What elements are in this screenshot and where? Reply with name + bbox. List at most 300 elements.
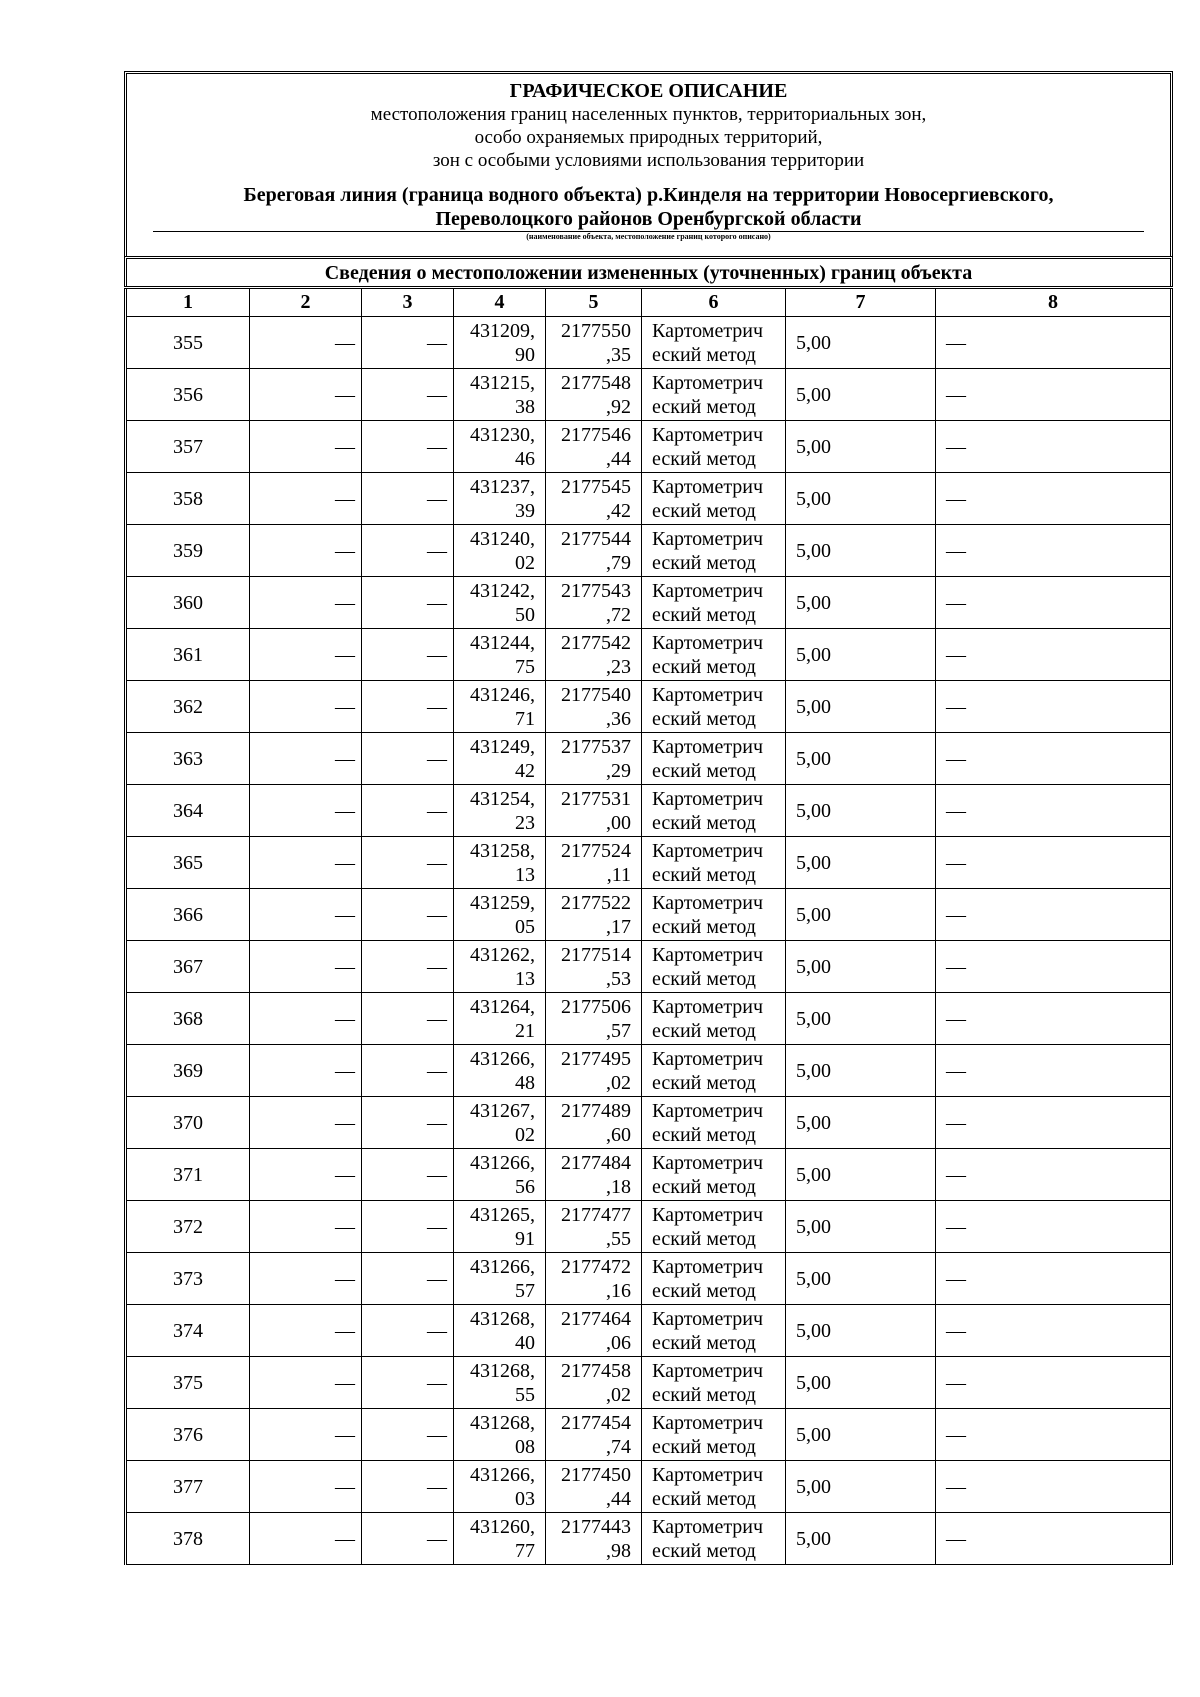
coord-y-cell — [546, 369, 642, 421]
col2-dash-cell-line: — — [335, 1163, 355, 1186]
method-cell-line: еский метод — [652, 1071, 756, 1094]
col8-dash-cell-line: — — [946, 539, 966, 562]
coordinates-table — [124, 286, 1173, 1565]
point-number-cell-line: 371 — [173, 1163, 203, 1186]
col8-dash-cell-line: — — [946, 955, 966, 978]
col3-dash-cell-line: — — [427, 1371, 447, 1394]
method-cell-line: еский метод — [652, 1435, 756, 1458]
method-cell — [642, 1253, 786, 1305]
col8-dash-cell-line: — — [946, 1423, 966, 1446]
point-number-cell-line: 367 — [173, 955, 203, 978]
table-row — [126, 1045, 1172, 1097]
col2-dash-cell-line: — — [335, 643, 355, 666]
col2-dash-cell — [250, 369, 362, 421]
col2-dash-cell-line: — — [335, 331, 355, 354]
point-number-cell-line: 361 — [173, 643, 203, 666]
col3-dash-cell-line: — — [427, 383, 447, 406]
table-row — [126, 681, 1172, 733]
accuracy-cell-line: 5,00 — [796, 1215, 831, 1238]
table-row — [126, 369, 1172, 421]
point-number-cell — [126, 785, 250, 837]
coord-y-cell — [546, 941, 642, 993]
coord-x-cell-line: 71 — [515, 707, 535, 730]
coord-y-cell-line: 2177495 — [561, 1047, 631, 1070]
point-number-cell — [126, 629, 250, 681]
point-number-cell-line: 355 — [173, 331, 203, 354]
column-header: 3 — [362, 288, 454, 317]
coord-x-cell-line: 431244, — [470, 631, 535, 654]
accuracy-cell-line: 5,00 — [796, 1371, 831, 1394]
table-row — [126, 1097, 1172, 1149]
coord-x-cell-line: 91 — [515, 1227, 535, 1250]
accuracy-cell — [786, 1357, 936, 1409]
col3-dash-cell-line: — — [427, 591, 447, 614]
col2-dash-cell — [250, 525, 362, 577]
table-row — [126, 1513, 1172, 1565]
coord-x-cell-line: 08 — [515, 1435, 535, 1458]
section-title: Сведения о местоположении измененных (уточненных) границ объекта — [124, 256, 1173, 286]
coord-x-cell-line: 431246, — [470, 683, 535, 706]
accuracy-cell — [786, 837, 936, 889]
point-number-cell-line: 359 — [173, 539, 203, 562]
col8-dash-cell-line: — — [946, 1267, 966, 1290]
method-cell-line: еский метод — [652, 863, 756, 886]
accuracy-cell — [786, 421, 936, 473]
column-header: 7 — [786, 288, 936, 317]
point-number-cell-line: 357 — [173, 435, 203, 458]
col8-dash-cell — [936, 681, 1172, 733]
coord-x-cell-line: 40 — [515, 1331, 535, 1354]
coord-y-cell-line: 2177544 — [561, 527, 631, 550]
accuracy-cell — [786, 1045, 936, 1097]
col8-dash-cell-line: — — [946, 1527, 966, 1550]
coord-y-cell-line: 2177458 — [561, 1359, 631, 1382]
method-cell — [642, 1461, 786, 1513]
coord-x-cell — [454, 317, 546, 369]
coord-x-cell — [454, 837, 546, 889]
col2-dash-cell-line: — — [335, 1475, 355, 1498]
coord-y-cell-line: 2177531 — [561, 787, 631, 810]
col3-dash-cell — [362, 1357, 454, 1409]
col2-dash-cell — [250, 1201, 362, 1253]
col2-dash-cell-line: — — [335, 747, 355, 770]
col3-dash-cell-line: — — [427, 851, 447, 874]
table-row — [126, 473, 1172, 525]
coord-x-cell-line: 431262, — [470, 943, 535, 966]
col3-dash-cell — [362, 889, 454, 941]
column-header: 2 — [250, 288, 362, 317]
coord-y-cell-line: ,23 — [606, 655, 631, 678]
col3-dash-cell-line: — — [427, 435, 447, 458]
method-cell — [642, 1201, 786, 1253]
coord-y-cell-line: 2177524 — [561, 839, 631, 862]
col2-dash-cell-line: — — [335, 435, 355, 458]
coord-x-cell — [454, 421, 546, 473]
col3-dash-cell — [362, 577, 454, 629]
col2-dash-cell — [250, 1357, 362, 1409]
accuracy-cell — [786, 1305, 936, 1357]
point-number-cell — [126, 1461, 250, 1513]
accuracy-cell-line: 5,00 — [796, 643, 831, 666]
coord-y-cell-line: ,74 — [606, 1435, 631, 1458]
method-cell — [642, 577, 786, 629]
document-subtitle-line: особо охраняемых природных территорий, — [474, 127, 823, 148]
col8-dash-cell-line: — — [946, 1007, 966, 1030]
coord-y-cell — [546, 473, 642, 525]
method-cell-line: Картометрич — [652, 579, 764, 602]
point-number-cell — [126, 525, 250, 577]
accuracy-cell-line: 5,00 — [796, 1267, 831, 1290]
method-cell — [642, 1305, 786, 1357]
coord-y-cell-line: ,02 — [606, 1383, 631, 1406]
method-cell-line: еский метод — [652, 447, 756, 470]
method-cell — [642, 1149, 786, 1201]
coord-y-cell-line: ,55 — [606, 1227, 631, 1250]
coord-y-cell — [546, 1045, 642, 1097]
accuracy-cell — [786, 941, 936, 993]
point-number-cell — [126, 1513, 250, 1565]
col3-dash-cell — [362, 1461, 454, 1513]
point-number-cell-line: 363 — [173, 747, 203, 770]
col2-dash-cell — [250, 681, 362, 733]
table-header-row — [126, 288, 1172, 317]
col8-dash-cell-line: — — [946, 695, 966, 718]
coord-y-cell-line: ,42 — [606, 499, 631, 522]
col8-dash-cell — [936, 785, 1172, 837]
point-number-cell-line: 358 — [173, 487, 203, 510]
coord-x-cell-line: 21 — [515, 1019, 535, 1042]
column-header: 5 — [546, 288, 642, 317]
coord-x-cell-line: 77 — [515, 1539, 535, 1562]
accuracy-cell — [786, 369, 936, 421]
point-number-cell — [126, 1045, 250, 1097]
col8-dash-cell — [936, 1253, 1172, 1305]
accuracy-cell-line: 5,00 — [796, 955, 831, 978]
method-cell — [642, 317, 786, 369]
col8-dash-cell — [936, 317, 1172, 369]
col2-dash-cell — [250, 629, 362, 681]
accuracy-cell — [786, 1409, 936, 1461]
col8-dash-cell-line: — — [946, 1163, 966, 1186]
col3-dash-cell — [362, 369, 454, 421]
col3-dash-cell — [362, 1149, 454, 1201]
coord-y-cell-line: ,00 — [606, 811, 631, 834]
accuracy-cell-line: 5,00 — [796, 695, 831, 718]
coord-x-cell-line: 431266, — [470, 1047, 535, 1070]
coord-x-cell-line: 431237, — [470, 475, 535, 498]
col3-dash-cell — [362, 421, 454, 473]
coord-y-cell-line: 2177464 — [561, 1307, 631, 1330]
coord-y-cell — [546, 1513, 642, 1565]
table-row — [126, 1149, 1172, 1201]
col8-dash-cell — [936, 1045, 1172, 1097]
col8-dash-cell — [936, 1513, 1172, 1565]
method-cell-line: еский метод — [652, 395, 756, 418]
col3-dash-cell-line: — — [427, 487, 447, 510]
table-row — [126, 941, 1172, 993]
point-number-cell — [126, 1201, 250, 1253]
col2-dash-cell-line: — — [335, 1215, 355, 1238]
method-cell-line: еский метод — [652, 811, 756, 834]
coord-x-cell — [454, 785, 546, 837]
coord-y-cell-line: ,79 — [606, 551, 631, 574]
col3-dash-cell — [362, 733, 454, 785]
coord-y-cell-line: 2177484 — [561, 1151, 631, 1174]
point-number-cell-line: 378 — [173, 1527, 203, 1550]
method-cell-line: Картометрич — [652, 1047, 764, 1070]
accuracy-cell-line: 5,00 — [796, 799, 831, 822]
col8-dash-cell — [936, 733, 1172, 785]
method-cell — [642, 629, 786, 681]
point-number-cell-line: 375 — [173, 1371, 203, 1394]
column-header: 1 — [126, 288, 250, 317]
coord-x-cell — [454, 1409, 546, 1461]
accuracy-cell — [786, 733, 936, 785]
coord-x-cell — [454, 473, 546, 525]
coord-y-cell-line: ,60 — [606, 1123, 631, 1146]
method-cell-line: еский метод — [652, 707, 756, 730]
col8-dash-cell-line: — — [946, 1475, 966, 1498]
coord-x-cell-line: 431267, — [470, 1099, 535, 1122]
point-number-cell — [126, 369, 250, 421]
document-subtitle-line: местоположения границ населенных пунктов, территориальных зон, — [370, 104, 927, 125]
coord-x-cell-line: 431242, — [470, 579, 535, 602]
method-cell-line: еский метод — [652, 655, 756, 678]
coord-x-cell-line: 431268, — [470, 1411, 535, 1434]
coord-y-cell — [546, 1461, 642, 1513]
coord-y-cell-line: ,29 — [606, 759, 631, 782]
coord-x-cell — [454, 577, 546, 629]
point-number-cell — [126, 837, 250, 889]
method-cell-line: еский метод — [652, 1331, 756, 1354]
method-cell-line: еский метод — [652, 343, 756, 366]
col2-dash-cell-line: — — [335, 1111, 355, 1134]
object-name-line: Переволоцкого районов Оренбургской области — [435, 208, 862, 230]
coord-x-cell-line: 431266, — [470, 1255, 535, 1278]
col2-dash-cell-line: — — [335, 383, 355, 406]
method-cell-line: Картометрич — [652, 319, 764, 342]
method-cell-line: Картометрич — [652, 1203, 764, 1226]
col2-dash-cell-line: — — [335, 903, 355, 926]
col8-dash-cell — [936, 577, 1172, 629]
table-row — [126, 733, 1172, 785]
coord-x-cell-line: 42 — [515, 759, 535, 782]
point-number-cell — [126, 1097, 250, 1149]
accuracy-cell — [786, 577, 936, 629]
col8-dash-cell-line: — — [946, 1059, 966, 1082]
coord-y-cell — [546, 993, 642, 1045]
coord-y-cell — [546, 421, 642, 473]
point-number-cell — [126, 681, 250, 733]
method-cell-line: Картометрич — [652, 995, 764, 1018]
accuracy-cell-line: 5,00 — [796, 539, 831, 562]
method-cell-line: Картометрич — [652, 683, 764, 706]
col8-dash-cell-line: — — [946, 1215, 966, 1238]
point-number-cell — [126, 889, 250, 941]
point-number-cell-line: 366 — [173, 903, 203, 926]
method-cell — [642, 733, 786, 785]
method-cell — [642, 473, 786, 525]
col2-dash-cell-line: — — [335, 695, 355, 718]
coord-y-cell-line: 2177537 — [561, 735, 631, 758]
method-cell — [642, 941, 786, 993]
col3-dash-cell — [362, 1513, 454, 1565]
col8-dash-cell — [936, 1149, 1172, 1201]
point-number-cell-line: 368 — [173, 1007, 203, 1030]
col2-dash-cell — [250, 1513, 362, 1565]
method-cell-line: еский метод — [652, 1487, 756, 1510]
coord-x-cell-line: 23 — [515, 811, 535, 834]
accuracy-cell-line: 5,00 — [796, 1527, 831, 1550]
document-subtitle-line: зон с особыми условиями использования территории — [432, 150, 865, 171]
method-cell — [642, 1357, 786, 1409]
method-cell-line: еский метод — [652, 1019, 756, 1042]
col2-dash-cell — [250, 577, 362, 629]
table-body — [126, 317, 1172, 1565]
col2-dash-cell-line: — — [335, 591, 355, 614]
coord-y-cell-line: ,44 — [606, 1487, 631, 1510]
point-number-cell-line: 374 — [173, 1319, 203, 1342]
col3-dash-cell-line: — — [427, 1059, 447, 1082]
table-row — [126, 1253, 1172, 1305]
col2-dash-cell-line: — — [335, 1319, 355, 1342]
coord-y-cell — [546, 1201, 642, 1253]
col8-dash-cell — [936, 473, 1172, 525]
col8-dash-cell — [936, 1201, 1172, 1253]
col3-dash-cell-line: — — [427, 643, 447, 666]
coord-y-cell-line: 2177550 — [561, 319, 631, 342]
coord-x-cell-line: 431209, — [470, 319, 535, 342]
method-cell-line: еский метод — [652, 1175, 756, 1198]
coord-x-cell-line: 431266, — [470, 1151, 535, 1174]
coord-y-cell — [546, 1149, 642, 1201]
coord-x-cell-line: 57 — [515, 1279, 535, 1302]
col2-dash-cell — [250, 317, 362, 369]
method-cell — [642, 681, 786, 733]
accuracy-cell-line: 5,00 — [796, 487, 831, 510]
col2-dash-cell-line: — — [335, 799, 355, 822]
accuracy-cell — [786, 473, 936, 525]
coord-y-cell-line: ,44 — [606, 447, 631, 470]
coord-y-cell-line: 2177514 — [561, 943, 631, 966]
method-cell-line: еский метод — [652, 499, 756, 522]
coord-x-cell-line: 75 — [515, 655, 535, 678]
method-cell-line: Картометрич — [652, 1255, 764, 1278]
table-row — [126, 525, 1172, 577]
col8-dash-cell-line: — — [946, 1319, 966, 1342]
coord-x-cell — [454, 1461, 546, 1513]
col3-dash-cell-line: — — [427, 903, 447, 926]
method-cell-line: еский метод — [652, 967, 756, 990]
coord-x-cell-line: 13 — [515, 863, 535, 886]
coord-x-cell — [454, 941, 546, 993]
col2-dash-cell-line: — — [335, 539, 355, 562]
method-cell-line: еский метод — [652, 1279, 756, 1302]
col8-dash-cell — [936, 525, 1172, 577]
method-cell-line: еский метод — [652, 915, 756, 938]
col2-dash-cell — [250, 473, 362, 525]
accuracy-cell — [786, 1097, 936, 1149]
col3-dash-cell-line: — — [427, 1111, 447, 1134]
accuracy-cell-line: 5,00 — [796, 591, 831, 614]
point-number-cell — [126, 993, 250, 1045]
point-number-cell-line: 364 — [173, 799, 203, 822]
coord-x-cell — [454, 1045, 546, 1097]
col2-dash-cell — [250, 1305, 362, 1357]
coord-x-cell-line: 431268, — [470, 1307, 535, 1330]
col2-dash-cell — [250, 733, 362, 785]
column-header: 6 — [642, 288, 786, 317]
method-cell-line: еский метод — [652, 1539, 756, 1562]
object-name-underline — [153, 207, 1144, 232]
col3-dash-cell — [362, 1045, 454, 1097]
col3-dash-cell-line: — — [427, 695, 447, 718]
point-number-cell-line: 373 — [173, 1267, 203, 1290]
col2-dash-cell-line: — — [335, 1423, 355, 1446]
method-cell — [642, 1513, 786, 1565]
point-number-cell-line: 369 — [173, 1059, 203, 1082]
col2-dash-cell — [250, 421, 362, 473]
point-number-cell — [126, 1357, 250, 1409]
table-row — [126, 1357, 1172, 1409]
col8-dash-cell-line: — — [946, 747, 966, 770]
method-cell — [642, 785, 786, 837]
point-number-cell — [126, 317, 250, 369]
point-number-cell — [126, 733, 250, 785]
document-header — [124, 71, 1173, 256]
coord-x-cell-line: 05 — [515, 915, 535, 938]
accuracy-cell-line: 5,00 — [796, 435, 831, 458]
col8-dash-cell — [936, 1409, 1172, 1461]
col2-dash-cell-line: — — [335, 487, 355, 510]
coord-x-cell-line: 13 — [515, 967, 535, 990]
col3-dash-cell-line: — — [427, 1319, 447, 1342]
coord-y-cell-line: ,57 — [606, 1019, 631, 1042]
col2-dash-cell-line: — — [335, 955, 355, 978]
accuracy-cell-line: 5,00 — [796, 1423, 831, 1446]
table-row — [126, 837, 1172, 889]
coord-x-cell — [454, 1253, 546, 1305]
col3-dash-cell — [362, 681, 454, 733]
accuracy-cell — [786, 681, 936, 733]
coord-x-cell-line: 03 — [515, 1487, 535, 1510]
coord-y-cell — [546, 1357, 642, 1409]
point-number-cell — [126, 1409, 250, 1461]
method-cell-line: Картометрич — [652, 839, 764, 862]
col8-dash-cell-line: — — [946, 1371, 966, 1394]
coord-y-cell — [546, 1305, 642, 1357]
object-name-caption: (наименование объекта, местоположение границ которого описано) — [526, 232, 771, 241]
table-row — [126, 993, 1172, 1045]
col3-dash-cell-line: — — [427, 1215, 447, 1238]
coord-y-cell-line: 2177454 — [561, 1411, 631, 1434]
col3-dash-cell — [362, 785, 454, 837]
coord-x-cell-line: 431259, — [470, 891, 535, 914]
coord-y-cell — [546, 1253, 642, 1305]
col3-dash-cell-line: — — [427, 799, 447, 822]
point-number-cell-line: 362 — [173, 695, 203, 718]
point-number-cell — [126, 1149, 250, 1201]
accuracy-cell — [786, 785, 936, 837]
method-cell-line: Картометрич — [652, 787, 764, 810]
table-row — [126, 421, 1172, 473]
coord-x-cell-line: 431264, — [470, 995, 535, 1018]
coord-x-cell — [454, 1305, 546, 1357]
coord-x-cell-line: 431268, — [470, 1359, 535, 1382]
coord-y-cell-line: ,36 — [606, 707, 631, 730]
coord-y-cell — [546, 1409, 642, 1461]
coord-y-cell — [546, 1097, 642, 1149]
